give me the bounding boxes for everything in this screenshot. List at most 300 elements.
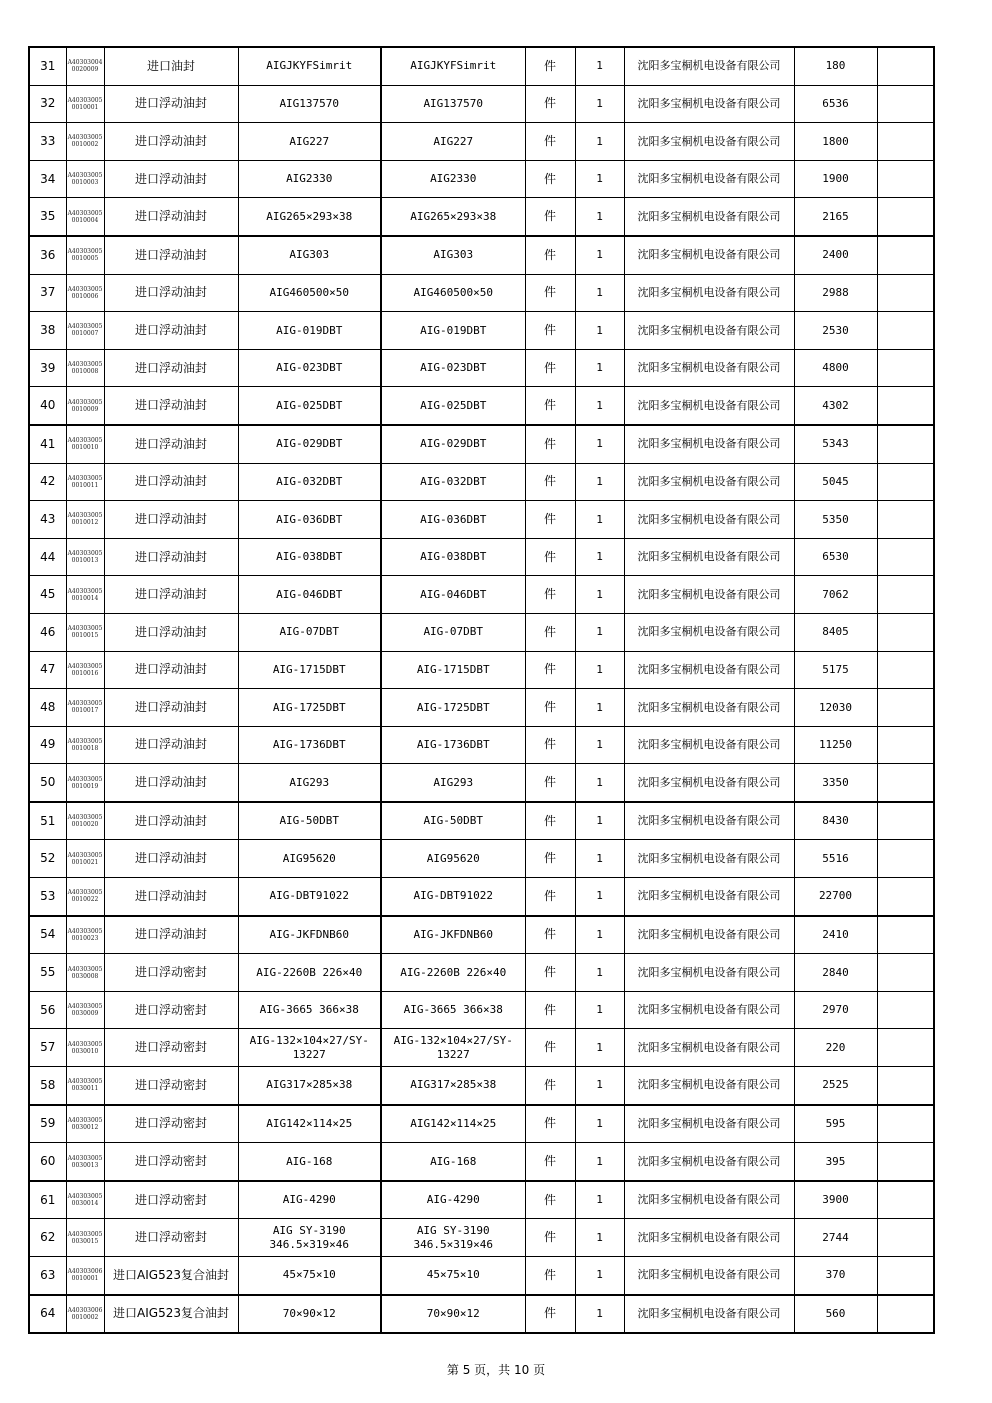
item-code: A40303005 0030014 <box>66 1181 104 1219</box>
item-supplier: 沈阳多宝桐机电设备有限公司 <box>624 198 794 236</box>
item-name: 进口浮动油封 <box>104 236 238 274</box>
table-row <box>29 878 934 916</box>
item-spec: AIGJKYFSimrit <box>238 47 381 85</box>
item-name: 进口浮动密封 <box>104 1181 238 1219</box>
row-number: 60 <box>29 1143 66 1181</box>
item-spec: AIG-1715DBT <box>238 651 381 689</box>
item-model: AIG SY-3190 346.5×319×46 <box>381 1219 525 1257</box>
item-price: 5175 <box>794 651 877 689</box>
item-note <box>877 1219 934 1257</box>
item-model: AIG-168 <box>381 1143 525 1181</box>
item-supplier: 沈阳多宝桐机电设备有限公司 <box>624 538 794 576</box>
item-name: 进口浮动油封 <box>104 538 238 576</box>
item-unit: 件 <box>525 1029 575 1067</box>
item-model: AIG-4290 <box>381 1181 525 1219</box>
item-note <box>877 916 934 954</box>
table-row <box>29 689 934 727</box>
table-row <box>29 1029 934 1067</box>
item-spec: AIG-50DBT <box>238 802 381 840</box>
item-name: 进口油封 <box>104 47 238 85</box>
item-unit: 件 <box>525 47 575 85</box>
item-supplier: 沈阳多宝桐机电设备有限公司 <box>624 236 794 274</box>
row-number: 37 <box>29 274 66 312</box>
item-name: 进口浮动油封 <box>104 123 238 161</box>
item-unit: 件 <box>525 123 575 161</box>
item-quantity: 1 <box>575 160 624 198</box>
row-number: 55 <box>29 954 66 992</box>
table-row <box>29 1219 934 1257</box>
item-note <box>877 387 934 425</box>
price-list-table <box>28 46 935 1334</box>
item-unit: 件 <box>525 274 575 312</box>
row-number: 63 <box>29 1257 66 1295</box>
table-row <box>29 501 934 539</box>
table-row <box>29 463 934 501</box>
table-row <box>29 916 934 954</box>
item-code: A40303005 0010023 <box>66 916 104 954</box>
row-number: 50 <box>29 764 66 802</box>
item-unit: 件 <box>525 1143 575 1181</box>
row-number: 35 <box>29 198 66 236</box>
row-number: 36 <box>29 236 66 274</box>
item-note <box>877 1029 934 1067</box>
item-quantity: 1 <box>575 1295 624 1334</box>
table-row <box>29 726 934 764</box>
row-number: 48 <box>29 689 66 727</box>
item-unit: 件 <box>525 1067 575 1105</box>
item-model: AIG-1715DBT <box>381 651 525 689</box>
item-name: 进口浮动密封 <box>104 1219 238 1257</box>
item-code: A40303005 0010010 <box>66 425 104 463</box>
item-code: A40303005 0010006 <box>66 274 104 312</box>
item-spec: AIG-168 <box>238 1143 381 1181</box>
table-row <box>29 274 934 312</box>
row-number: 58 <box>29 1067 66 1105</box>
item-name: 进口浮动油封 <box>104 878 238 916</box>
item-note <box>877 726 934 764</box>
table-row <box>29 312 934 350</box>
item-model: AIG-025DBT <box>381 387 525 425</box>
item-model: AIG317×285×38 <box>381 1067 525 1105</box>
item-unit: 件 <box>525 501 575 539</box>
item-price: 595 <box>794 1105 877 1143</box>
item-code: A40303005 0030012 <box>66 1105 104 1143</box>
item-spec: AIG SY-3190 346.5×319×46 <box>238 1219 381 1257</box>
item-code: A40303005 0010001 <box>66 85 104 123</box>
table-row <box>29 1143 934 1181</box>
item-code: A40303005 0010009 <box>66 387 104 425</box>
item-note <box>877 349 934 387</box>
item-quantity: 1 <box>575 463 624 501</box>
item-price: 7062 <box>794 576 877 614</box>
item-code: A40303005 0010016 <box>66 651 104 689</box>
item-quantity: 1 <box>575 1219 624 1257</box>
item-quantity: 1 <box>575 123 624 161</box>
table-body <box>29 47 934 1333</box>
item-unit: 件 <box>525 1181 575 1219</box>
item-unit: 件 <box>525 198 575 236</box>
item-spec: AIG-DBT91022 <box>238 878 381 916</box>
item-spec: 45×75×10 <box>238 1257 381 1295</box>
item-name: 进口浮动油封 <box>104 274 238 312</box>
item-supplier: 沈阳多宝桐机电设备有限公司 <box>624 1181 794 1219</box>
item-spec: AIG227 <box>238 123 381 161</box>
item-spec: AIG-4290 <box>238 1181 381 1219</box>
item-spec: AIG-046DBT <box>238 576 381 614</box>
item-spec: AIG-029DBT <box>238 425 381 463</box>
item-supplier: 沈阳多宝桐机电设备有限公司 <box>624 425 794 463</box>
item-quantity: 1 <box>575 1105 624 1143</box>
item-spec: AIG-3665 366×38 <box>238 991 381 1029</box>
item-spec: AIG303 <box>238 236 381 274</box>
item-quantity: 1 <box>575 47 624 85</box>
table-row <box>29 613 934 651</box>
item-quantity: 1 <box>575 991 624 1029</box>
item-name: 进口浮动密封 <box>104 1105 238 1143</box>
item-quantity: 1 <box>575 501 624 539</box>
item-name: 进口浮动油封 <box>104 726 238 764</box>
item-name: 进口浮动油封 <box>104 576 238 614</box>
item-unit: 件 <box>525 613 575 651</box>
item-model: AIG-032DBT <box>381 463 525 501</box>
table-row <box>29 991 934 1029</box>
table-row <box>29 538 934 576</box>
item-price: 2840 <box>794 954 877 992</box>
item-code: A40303005 0030008 <box>66 954 104 992</box>
item-unit: 件 <box>525 1105 575 1143</box>
row-number: 57 <box>29 1029 66 1067</box>
item-price: 395 <box>794 1143 877 1181</box>
item-quantity: 1 <box>575 840 624 878</box>
table-row <box>29 1067 934 1105</box>
item-price: 2525 <box>794 1067 877 1105</box>
item-note <box>877 47 934 85</box>
item-supplier: 沈阳多宝桐机电设备有限公司 <box>624 916 794 954</box>
item-unit: 件 <box>525 764 575 802</box>
item-model: AIG-046DBT <box>381 576 525 614</box>
item-name: 进口浮动油封 <box>104 802 238 840</box>
item-model: AIG293 <box>381 764 525 802</box>
item-unit: 件 <box>525 463 575 501</box>
row-number: 38 <box>29 312 66 350</box>
item-supplier: 沈阳多宝桐机电设备有限公司 <box>624 160 794 198</box>
item-model: AIG303 <box>381 236 525 274</box>
item-price: 2744 <box>794 1219 877 1257</box>
item-unit: 件 <box>525 726 575 764</box>
item-quantity: 1 <box>575 613 624 651</box>
item-model: AIG227 <box>381 123 525 161</box>
item-code: A40303005 0010014 <box>66 576 104 614</box>
item-unit: 件 <box>525 85 575 123</box>
item-name: 进口浮动油封 <box>104 160 238 198</box>
row-number: 64 <box>29 1295 66 1334</box>
item-price: 4302 <box>794 387 877 425</box>
table-row <box>29 840 934 878</box>
item-unit: 件 <box>525 954 575 992</box>
table-row <box>29 349 934 387</box>
item-unit: 件 <box>525 349 575 387</box>
item-code: A40303005 0010008 <box>66 349 104 387</box>
item-spec: AIG-1736DBT <box>238 726 381 764</box>
row-number: 32 <box>29 85 66 123</box>
item-name: 进口浮动油封 <box>104 501 238 539</box>
item-name: 进口浮动油封 <box>104 764 238 802</box>
item-name: 进口浮动密封 <box>104 1143 238 1181</box>
item-code: A40303005 0010017 <box>66 689 104 727</box>
item-note <box>877 954 934 992</box>
item-spec: AIG265×293×38 <box>238 198 381 236</box>
item-name: 进口浮动密封 <box>104 954 238 992</box>
item-supplier: 沈阳多宝桐机电设备有限公司 <box>624 1105 794 1143</box>
item-spec: AIG460500×50 <box>238 274 381 312</box>
item-price: 11250 <box>794 726 877 764</box>
item-supplier: 沈阳多宝桐机电设备有限公司 <box>624 274 794 312</box>
item-unit: 件 <box>525 991 575 1029</box>
item-quantity: 1 <box>575 878 624 916</box>
item-quantity: 1 <box>575 312 624 350</box>
item-supplier: 沈阳多宝桐机电设备有限公司 <box>624 349 794 387</box>
item-note <box>877 689 934 727</box>
item-spec: AIG-036DBT <box>238 501 381 539</box>
item-code: A40303004 0020009 <box>66 47 104 85</box>
item-quantity: 1 <box>575 689 624 727</box>
item-price: 220 <box>794 1029 877 1067</box>
table-row <box>29 425 934 463</box>
item-supplier: 沈阳多宝桐机电设备有限公司 <box>624 651 794 689</box>
item-spec: AIG95620 <box>238 840 381 878</box>
item-supplier: 沈阳多宝桐机电设备有限公司 <box>624 47 794 85</box>
row-number: 46 <box>29 613 66 651</box>
item-quantity: 1 <box>575 1029 624 1067</box>
item-note <box>877 1143 934 1181</box>
item-name: 进口浮动油封 <box>104 651 238 689</box>
item-unit: 件 <box>525 878 575 916</box>
item-spec: AIG-025DBT <box>238 387 381 425</box>
item-model: AIG-DBT91022 <box>381 878 525 916</box>
item-unit: 件 <box>525 387 575 425</box>
row-number: 49 <box>29 726 66 764</box>
item-note <box>877 651 934 689</box>
item-note <box>877 878 934 916</box>
item-code: A40303005 0010021 <box>66 840 104 878</box>
table-row <box>29 651 934 689</box>
table-row <box>29 954 934 992</box>
item-model: AIG265×293×38 <box>381 198 525 236</box>
item-code: A40303005 0010011 <box>66 463 104 501</box>
item-spec: AIG142×114×25 <box>238 1105 381 1143</box>
item-supplier: 沈阳多宝桐机电设备有限公司 <box>624 764 794 802</box>
item-price: 180 <box>794 47 877 85</box>
item-name: 进口浮动密封 <box>104 1029 238 1067</box>
item-quantity: 1 <box>575 651 624 689</box>
row-number: 51 <box>29 802 66 840</box>
item-note <box>877 1257 934 1295</box>
item-note <box>877 312 934 350</box>
item-unit: 件 <box>525 916 575 954</box>
row-number: 61 <box>29 1181 66 1219</box>
item-model: AIG-07DBT <box>381 613 525 651</box>
item-supplier: 沈阳多宝桐机电设备有限公司 <box>624 312 794 350</box>
item-model: AIG-3665 366×38 <box>381 991 525 1029</box>
item-supplier: 沈阳多宝桐机电设备有限公司 <box>624 613 794 651</box>
item-quantity: 1 <box>575 954 624 992</box>
item-unit: 件 <box>525 576 575 614</box>
item-supplier: 沈阳多宝桐机电设备有限公司 <box>624 689 794 727</box>
item-model: AIG-023DBT <box>381 349 525 387</box>
item-quantity: 1 <box>575 538 624 576</box>
item-spec: AIG-038DBT <box>238 538 381 576</box>
item-note <box>877 1105 934 1143</box>
table-row <box>29 1181 934 1219</box>
item-price: 6530 <box>794 538 877 576</box>
item-model: AIG-50DBT <box>381 802 525 840</box>
item-quantity: 1 <box>575 274 624 312</box>
item-code: A40303005 0010005 <box>66 236 104 274</box>
row-number: 47 <box>29 651 66 689</box>
item-code: A40303005 0010018 <box>66 726 104 764</box>
item-supplier: 沈阳多宝桐机电设备有限公司 <box>624 954 794 992</box>
item-price: 4800 <box>794 349 877 387</box>
item-model: AIG2330 <box>381 160 525 198</box>
item-quantity: 1 <box>575 236 624 274</box>
item-supplier: 沈阳多宝桐机电设备有限公司 <box>624 463 794 501</box>
item-quantity: 1 <box>575 576 624 614</box>
item-price: 2165 <box>794 198 877 236</box>
item-note <box>877 764 934 802</box>
item-unit: 件 <box>525 1219 575 1257</box>
table-row <box>29 387 934 425</box>
item-unit: 件 <box>525 651 575 689</box>
row-number: 56 <box>29 991 66 1029</box>
item-code: A40303005 0010012 <box>66 501 104 539</box>
item-price: 3900 <box>794 1181 877 1219</box>
item-code: A40303005 0010004 <box>66 198 104 236</box>
item-quantity: 1 <box>575 1067 624 1105</box>
item-supplier: 沈阳多宝桐机电设备有限公司 <box>624 1295 794 1334</box>
item-price: 12030 <box>794 689 877 727</box>
item-price: 2410 <box>794 916 877 954</box>
item-quantity: 1 <box>575 85 624 123</box>
item-spec: AIG-023DBT <box>238 349 381 387</box>
item-code: A40303005 0010002 <box>66 123 104 161</box>
item-supplier: 沈阳多宝桐机电设备有限公司 <box>624 1257 794 1295</box>
item-name: 进口浮动油封 <box>104 387 238 425</box>
item-unit: 件 <box>525 802 575 840</box>
item-spec: AIG2330 <box>238 160 381 198</box>
item-price: 22700 <box>794 878 877 916</box>
item-code: A40303005 0030011 <box>66 1067 104 1105</box>
item-supplier: 沈阳多宝桐机电设备有限公司 <box>624 1067 794 1105</box>
item-spec: AIG-JKFDNB60 <box>238 916 381 954</box>
item-code: A40303005 0030010 <box>66 1029 104 1067</box>
item-note <box>877 991 934 1029</box>
item-note <box>877 198 934 236</box>
item-name: 进口浮动油封 <box>104 613 238 651</box>
item-name: 进口浮动油封 <box>104 425 238 463</box>
table-row <box>29 764 934 802</box>
row-number: 39 <box>29 349 66 387</box>
item-spec: 70×90×12 <box>238 1295 381 1334</box>
item-code: A40303005 0010013 <box>66 538 104 576</box>
item-price: 5516 <box>794 840 877 878</box>
item-spec: AIG-019DBT <box>238 312 381 350</box>
item-supplier: 沈阳多宝桐机电设备有限公司 <box>624 991 794 1029</box>
item-spec: AIG317×285×38 <box>238 1067 381 1105</box>
item-quantity: 1 <box>575 1181 624 1219</box>
item-note <box>877 236 934 274</box>
item-price: 1900 <box>794 160 877 198</box>
item-price: 8405 <box>794 613 877 651</box>
item-name: 进口AIG523复合油封 <box>104 1295 238 1334</box>
item-quantity: 1 <box>575 198 624 236</box>
item-supplier: 沈阳多宝桐机电设备有限公司 <box>624 123 794 161</box>
item-note <box>877 1181 934 1219</box>
row-number: 41 <box>29 425 66 463</box>
table-row <box>29 198 934 236</box>
item-spec: AIG-1725DBT <box>238 689 381 727</box>
item-model: AIG-029DBT <box>381 425 525 463</box>
item-note <box>877 501 934 539</box>
item-code: A40303005 0010003 <box>66 160 104 198</box>
item-supplier: 沈阳多宝桐机电设备有限公司 <box>624 1143 794 1181</box>
item-code: A40303005 0030013 <box>66 1143 104 1181</box>
row-number: 44 <box>29 538 66 576</box>
item-supplier: 沈阳多宝桐机电设备有限公司 <box>624 501 794 539</box>
item-name: 进口浮动油封 <box>104 840 238 878</box>
item-price: 3350 <box>794 764 877 802</box>
page-footer: 第 5 页，共 10 页 <box>446 1363 546 1377</box>
item-unit: 件 <box>525 840 575 878</box>
item-code: A40303005 0010022 <box>66 878 104 916</box>
item-price: 5045 <box>794 463 877 501</box>
item-unit: 件 <box>525 1295 575 1334</box>
row-number: 33 <box>29 123 66 161</box>
item-name: 进口浮动油封 <box>104 916 238 954</box>
item-name: 进口浮动油封 <box>104 689 238 727</box>
row-number: 54 <box>29 916 66 954</box>
item-price: 2988 <box>794 274 877 312</box>
item-model: AIG-019DBT <box>381 312 525 350</box>
table-row <box>29 85 934 123</box>
item-note <box>877 538 934 576</box>
item-unit: 件 <box>525 312 575 350</box>
row-number: 42 <box>29 463 66 501</box>
row-number: 62 <box>29 1219 66 1257</box>
table-row <box>29 160 934 198</box>
item-spec: AIG-032DBT <box>238 463 381 501</box>
item-price: 2530 <box>794 312 877 350</box>
item-price: 2400 <box>794 236 877 274</box>
item-model: AIG-1725DBT <box>381 689 525 727</box>
item-supplier: 沈阳多宝桐机电设备有限公司 <box>624 878 794 916</box>
item-note <box>877 1295 934 1334</box>
table-row <box>29 576 934 614</box>
item-note <box>877 160 934 198</box>
item-supplier: 沈阳多宝桐机电设备有限公司 <box>624 576 794 614</box>
item-code: A40303006 0010001 <box>66 1257 104 1295</box>
item-quantity: 1 <box>575 1143 624 1181</box>
table-row <box>29 802 934 840</box>
item-model: 45×75×10 <box>381 1257 525 1295</box>
item-supplier: 沈阳多宝桐机电设备有限公司 <box>624 802 794 840</box>
item-price: 5350 <box>794 501 877 539</box>
row-number: 59 <box>29 1105 66 1143</box>
item-note <box>877 840 934 878</box>
item-quantity: 1 <box>575 764 624 802</box>
item-model: AIG-1736DBT <box>381 726 525 764</box>
item-spec: AIG-132×104×27/SY-13227 <box>238 1029 381 1067</box>
item-name: 进口浮动密封 <box>104 1067 238 1105</box>
